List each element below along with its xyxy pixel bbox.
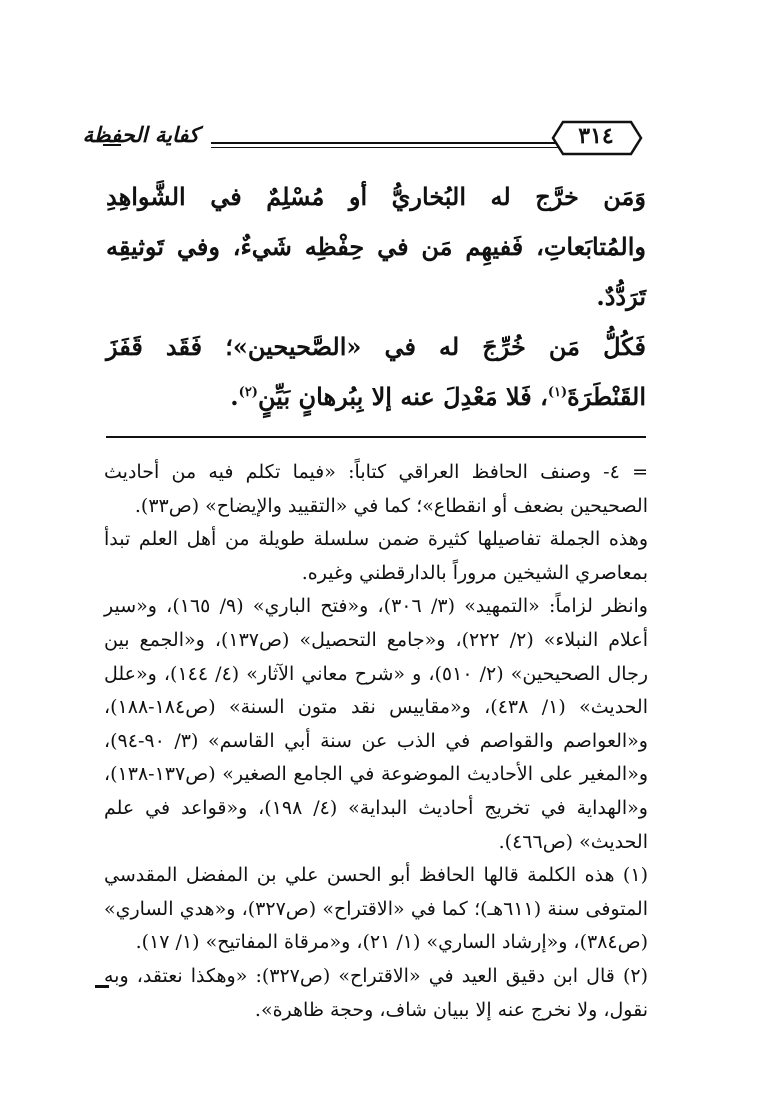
page-header xyxy=(82,118,643,158)
footnote-ref[interactable]: (٢) xyxy=(238,385,258,400)
footnote: وانظر لزاماً: «التمهيد» (٣/ ٣٠٦)، و«فتح الباري» (٩/ ١٦٥)، و«سير أعلام النبلاء» (٢/ ٢٢٢)، و«جامع التحصيل» (ص١٣٧)، و«الجمع بين رجال الصحيحين» (٢/ ٥١٠)، و «شرح معاني الآثار» (٤/ ١٤٤)، و«علل الحديث» (١/ ٤٣٨)، و«مقاييس نقد متون السنة» (ص١٨٤-١٨٨)، و«العواصم والقواصم في الذب عن سنة أبي القاسم» (٣/ ٩٠-٩٤)، و«المغير على الأحاديث الموضوعة في الجامع الصغير» (ص١٣٧-١٣٨)، و«الهداية في تخريج أحاديث البداية» (٤/ ١٩٨)، و«قواعد في علم الحديث» (ص٤٦٦). xyxy=(104,595,648,853)
footnote-ref[interactable]: (١) xyxy=(547,385,568,400)
main-paragraph-text: فَكُلُّ مَن خُرِّجَ له في «الصَّحيحين»؛ فَقَد قَفَزَ القَنْطَرَةَ xyxy=(106,332,646,411)
main-text xyxy=(106,172,646,422)
book-title: كفاية الحفظة xyxy=(82,122,199,147)
footer-dash xyxy=(95,985,109,988)
page-number: ٣١٤ xyxy=(578,123,614,149)
header-rule xyxy=(211,142,597,148)
main-paragraph-end: . xyxy=(230,382,239,411)
page-number-badge xyxy=(551,118,643,158)
main-paragraph xyxy=(106,322,646,422)
footnote: (٢) قال ابن دقيق العيد في «الاقتراح» (ص٣٢٧): «وهكذا نعتقد، وبه نقول، ولا نخرج عنه إلا ببيان شاف، وحجة ظاهرة». xyxy=(104,964,648,1021)
main-paragraph: وَمَن خرَّج له البُخاريُّ أو مُسْلِمٌ في الشَّواهِدِ والمُتابَعاتِ، فَفيهِم مَن في حِفْظِه شَيءٌ، وفي تَوثيقِه تَرَدُّدٌ. xyxy=(106,182,646,311)
main-paragraph-text: ، فَلا مَعْدِلَ عنه إلا بِبُرهانٍ بَيِّنٍ xyxy=(257,382,548,411)
footnote-separator xyxy=(106,436,646,438)
footnote: (١) هذه الكلمة قالها الحافظ أبو الحسن علي بن المفضل المقدسي المتوفى سنة (٦١١هـ)؛ كما في «الاقتراح» (ص٣٢٧)، و«هدي الساري» (ص٣٨٤)، و«إرشاد الساري» (١/ ٢١)، و«مرقاة المفاتيح» (١/ ١٧). xyxy=(104,864,648,954)
footnote: = ٤- وصنف الحافظ العراقي كتاباً: «فيما تكلم فيه من أحاديث الصحيحين بضعف أو انقطاع»؛ كما في «التقييد والإيضاح» (ص٣٣). xyxy=(104,461,648,517)
footnote: وهذه الجملة تفاصيلها كثيرة ضمن سلسلة طويلة من أهل العلم تبدأ بمعاصري الشيخين مروراً بالدارقطني وغيره. xyxy=(104,528,648,584)
footnotes xyxy=(104,456,648,1027)
